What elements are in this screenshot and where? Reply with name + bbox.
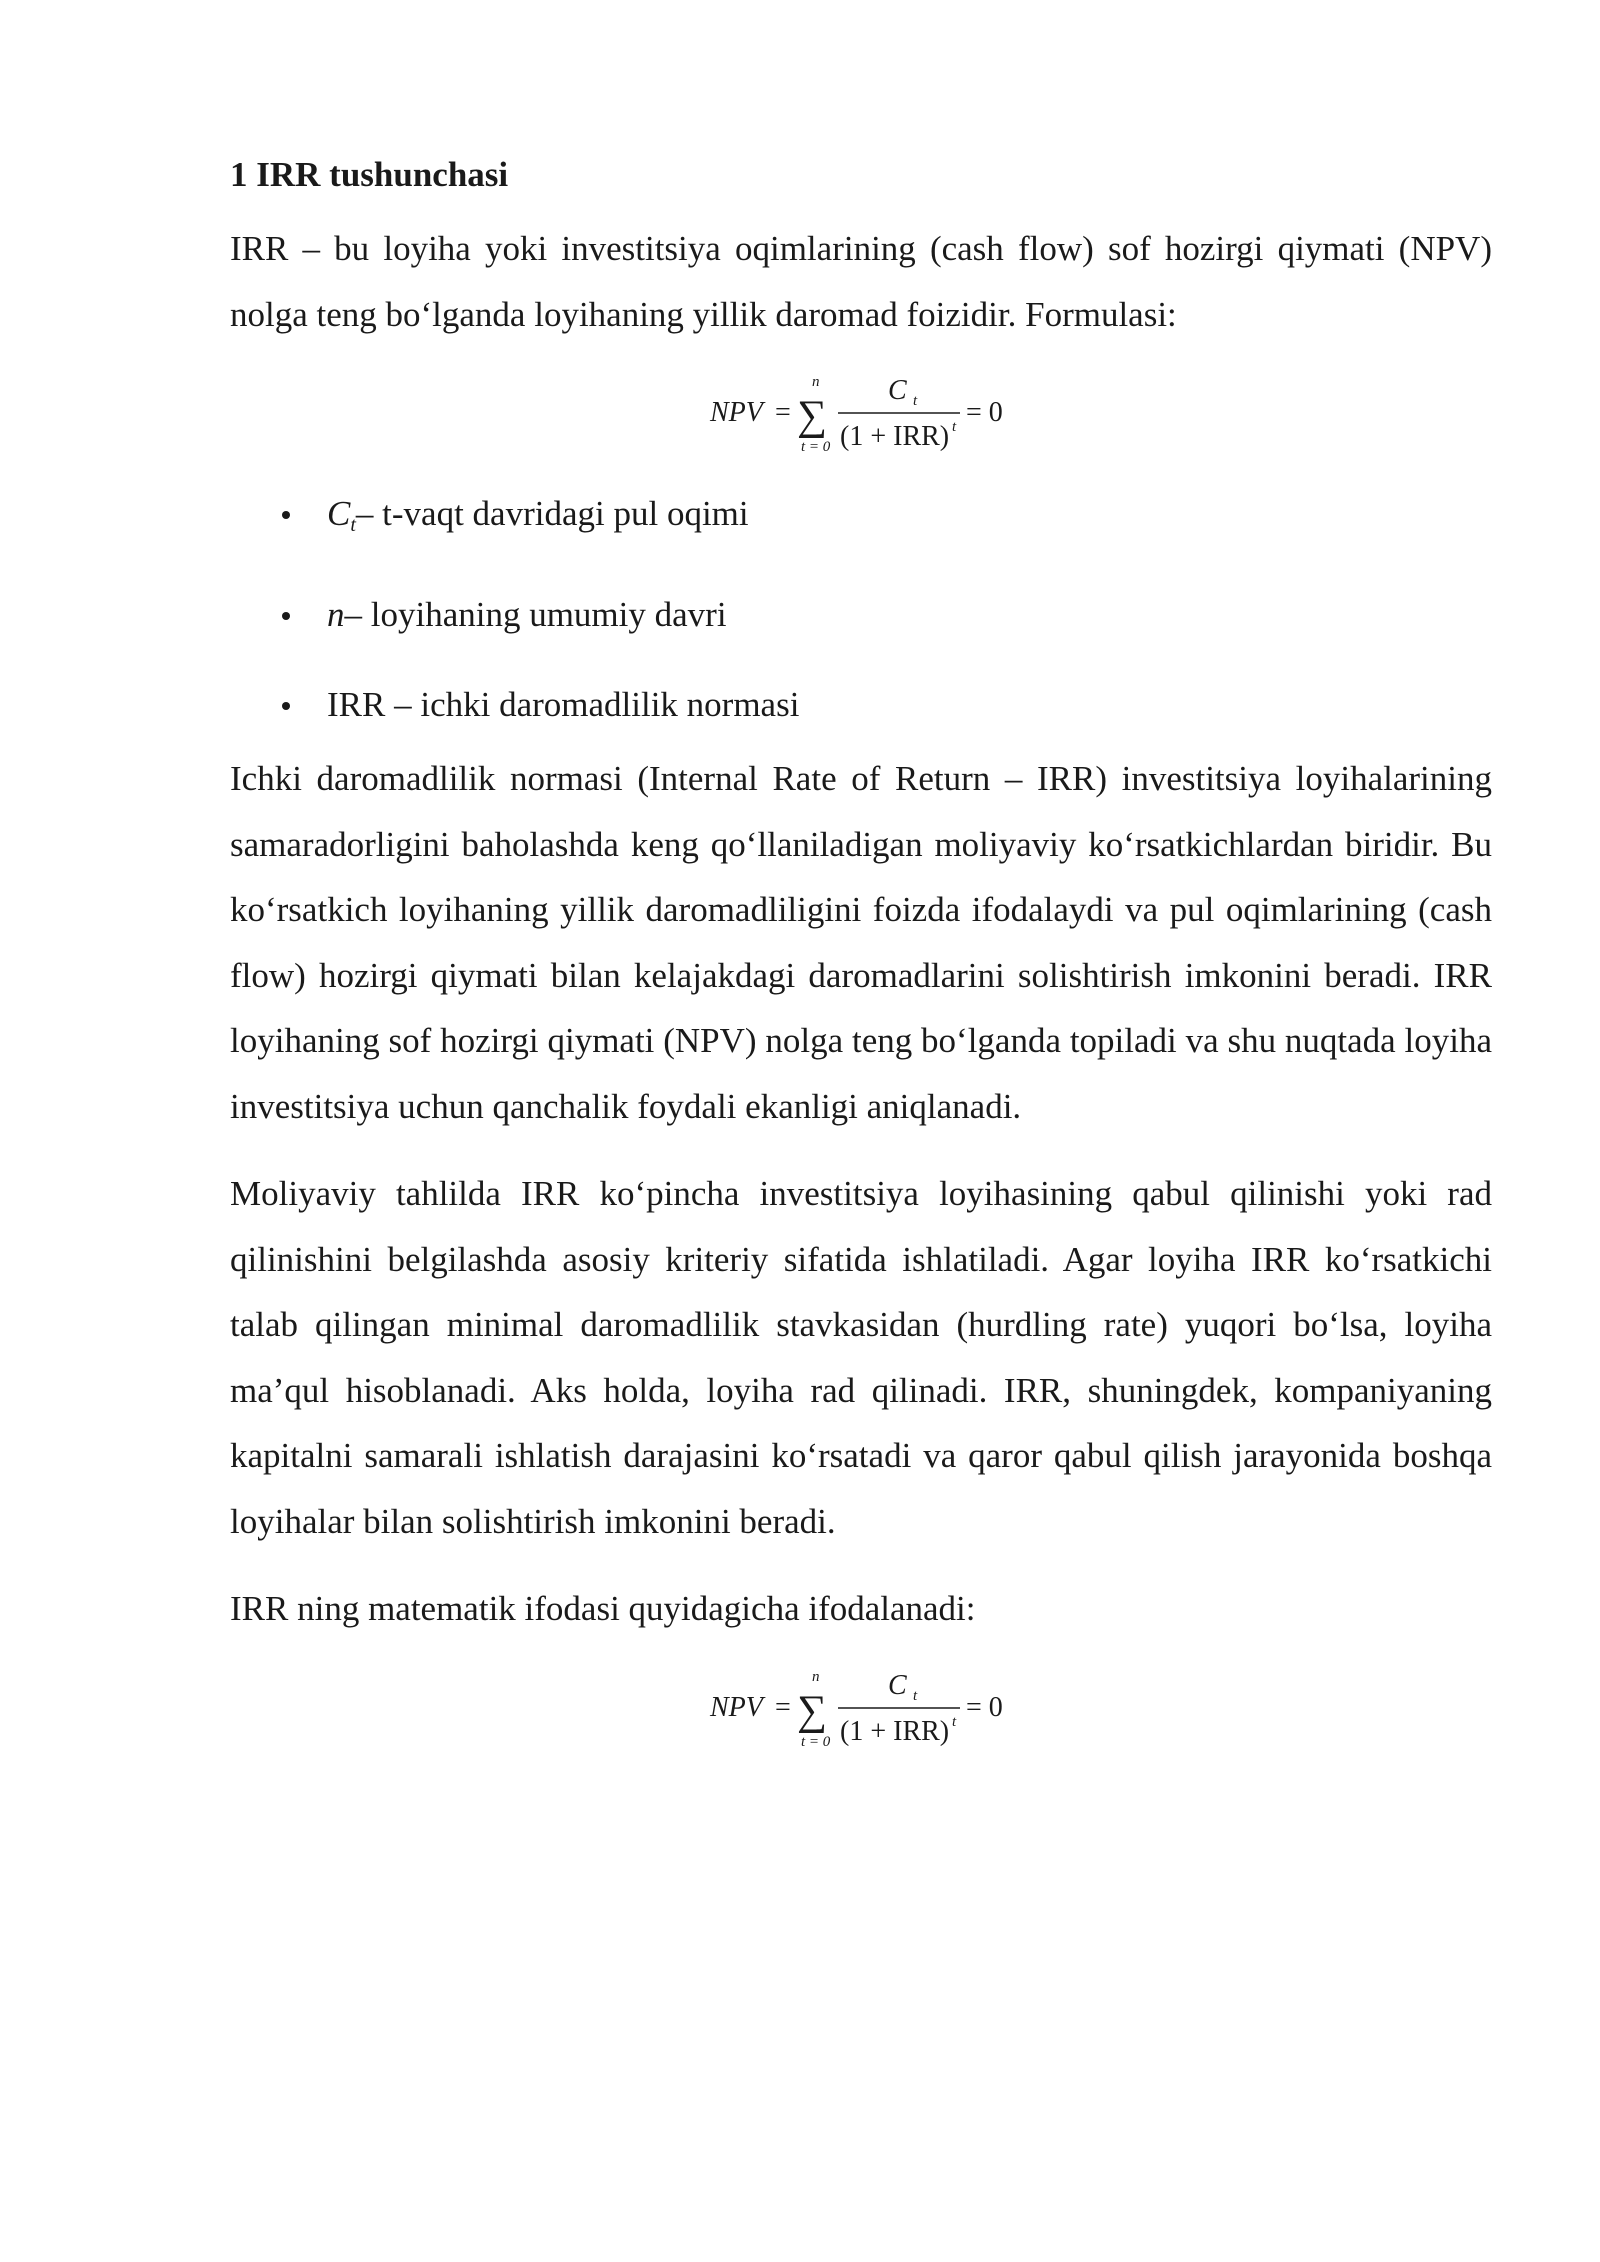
body-paragraph-3: IRR ning matematik ifodasi quyidagicha ifodalanadi:	[230, 1589, 976, 1628]
formula-lhs: NPV	[710, 1691, 763, 1723]
formula-sum-lower: t = 0	[801, 439, 831, 455]
list-item	[230, 680, 1492, 730]
formula-denominator: (1 + IRR)	[840, 421, 950, 452]
formula-rhs: = 0	[966, 1691, 1003, 1723]
definition-text: – loyihaning umumiy davri	[344, 595, 727, 634]
section-heading: 1 IRR tushunchasi	[230, 155, 509, 194]
formula-numerator: C	[888, 375, 907, 406]
definition-symbol-sub: t	[350, 514, 356, 536]
formula-numerator-sub: t	[913, 1687, 918, 1704]
bullet-icon	[282, 511, 290, 519]
list-item	[230, 489, 1492, 550]
intro-paragraph: IRR – bu loyiha yoki investitsiya oqimlarining (cash flow) sof hozirgi qiymati (NPV) nolga teng bo‘lganda loyihaning yillik daromad foizidir. Formulasi:	[230, 229, 1492, 334]
definition-list	[230, 489, 1492, 730]
definition-text: – t-vaqt davridagi pul oqimi	[355, 494, 749, 533]
definition-symbol: C	[327, 494, 351, 533]
npv-formula-2	[230, 1648, 1492, 1768]
definition-symbol: n	[327, 595, 345, 634]
formula-svg	[230, 353, 1492, 473]
body-paragraph-1: Ichki daromadlilik normasi (Internal Rate of Return – IRR) investitsiya loyihalarining samaradorligini baholashda keng qo‘llaniladigan moliyaviy ko‘rsatkichlardan biridir. Bu ko‘rsatkich loyihaning yillik daromadliligini foizda ifodalaydi va pul oqimlarining (cash flow) hozirgi qiymati bilan kelajakdagi daromadlarini solishtirish imkonini beradi. IRR loyihaning sof hozirgi qiymati (NPV) nolga teng bo‘lganda topiladi va shu nuqtada loyiha investitsiya uchun qanchalik foydali ekanligi aniqlanadi.	[230, 759, 1492, 1126]
sigma-icon: ∑	[797, 1687, 827, 1734]
formula-svg	[230, 1648, 1492, 1768]
bullet-icon	[282, 612, 290, 620]
definition-text: IRR – ichki daromadlilik normasi	[327, 685, 800, 724]
formula-sum-upper: n	[812, 1668, 820, 1685]
npv-formula-1	[230, 353, 1492, 473]
formula-eq: =	[775, 397, 791, 428]
bullet-icon	[282, 702, 290, 710]
sigma-icon: ∑	[797, 393, 827, 439]
formula-sum-upper: n	[812, 374, 820, 390]
list-item	[230, 590, 1492, 640]
document-page	[230, 150, 1492, 1768]
formula-denominator-exp: t	[952, 419, 957, 435]
formula-sum-lower: t = 0	[801, 1733, 831, 1750]
formula-denominator: (1 + IRR)	[840, 1715, 950, 1747]
formula-denominator-exp: t	[952, 1713, 957, 1730]
formula-lhs: NPV	[710, 397, 763, 428]
formula-eq: =	[775, 1691, 791, 1723]
formula-numerator: C	[888, 1669, 907, 1701]
formula-numerator-sub: t	[913, 393, 918, 409]
formula-rhs: = 0	[966, 397, 1003, 428]
body-paragraph-2: Moliyaviy tahlilda IRR ko‘pincha investitsiya loyihasining qabul qilinishi yoki rad qilinishini belgilashda asosiy kriteriy sifatida ishlatiladi. Agar loyiha IRR ko‘rsatkichi talab qilingan minimal daromadlilik stavkasidan (hurdling rate) yuqori bo‘lsa, loyiha ma’qul hisoblanadi. Aks holda, loyiha rad qilinadi. IRR, shuningdek, kompaniyaning kapitalni samarali ishlatish darajasini ko‘rsatadi va qaror qabul qilish jarayonida boshqa loyihalar bilan solishtirish imkonini beradi.	[230, 1174, 1492, 1541]
